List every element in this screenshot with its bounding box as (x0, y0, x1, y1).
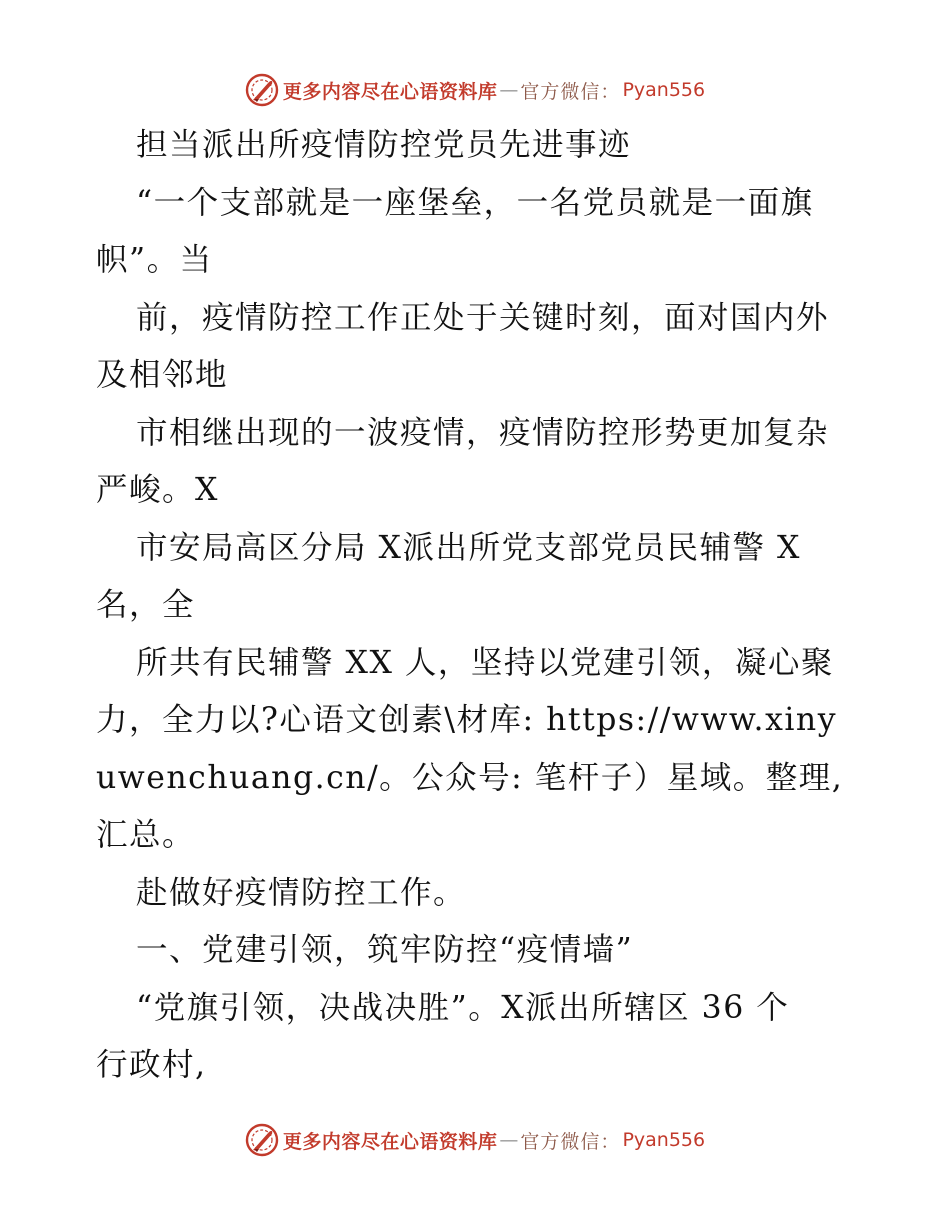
quill-logo-icon (245, 73, 279, 107)
doc-line: 名，全 (96, 587, 196, 623)
doc-title-line: 担当派出所疫情防控党员先进事迹 (136, 127, 632, 163)
wechat-label: 官方微信： (520, 1130, 621, 1153)
wechat-id: Pyan556 (622, 79, 706, 101)
header-watermark-banner (0, 70, 950, 110)
doc-line: 严峻。X (96, 472, 219, 508)
watermark-text: 更多内容尽在心语资料库 (282, 1130, 498, 1153)
watermark-dash: — (499, 79, 519, 101)
doc-line: 力，全力以?心语文创素\材库: https://www.xiny (96, 702, 837, 738)
wechat-id: Pyan556 (622, 1129, 706, 1151)
doc-line: 前，疫情防控工作正处于关键时刻，面对国内外 (136, 299, 830, 336)
doc-line: 帜”。当 (96, 242, 213, 278)
doc-line: 市安局高区分局 X派出所党支部党员民辅警 X (136, 529, 801, 566)
doc-line: uwenchuang.cn/。公众号: 笔杆子）星域。整理, (96, 759, 844, 796)
quill-logo-icon (245, 1123, 279, 1157)
doc-line: 所共有民辅警 XX 人，坚持以党建引领，凝心聚 (136, 644, 834, 681)
watermark-dash: — (499, 1129, 519, 1151)
doc-line: “一个支部就是一座堡垒，一名党员就是一面旗 (136, 184, 814, 221)
doc-line: 赴做好疫情防控工作。 (136, 874, 467, 911)
doc-line: 市相继出现的一波疫情，疫情防控形势更加复杂 (136, 414, 830, 451)
doc-line: 行政村, (96, 1047, 207, 1083)
doc-line: 及相邻地 (96, 357, 229, 393)
doc-line: “党旗引领，决战决胜”。X派出所辖区 36 个 (136, 989, 790, 1026)
document-body (96, 117, 866, 1095)
wechat-label: 官方微信： (520, 80, 621, 103)
watermark-text: 更多内容尽在心语资料库 (282, 80, 498, 103)
doc-line: 汇总。 (96, 817, 196, 853)
doc-section-heading: 一、党建引领，筑牢防控“疫情墙” (136, 932, 634, 968)
footer-watermark-banner (0, 1120, 950, 1160)
